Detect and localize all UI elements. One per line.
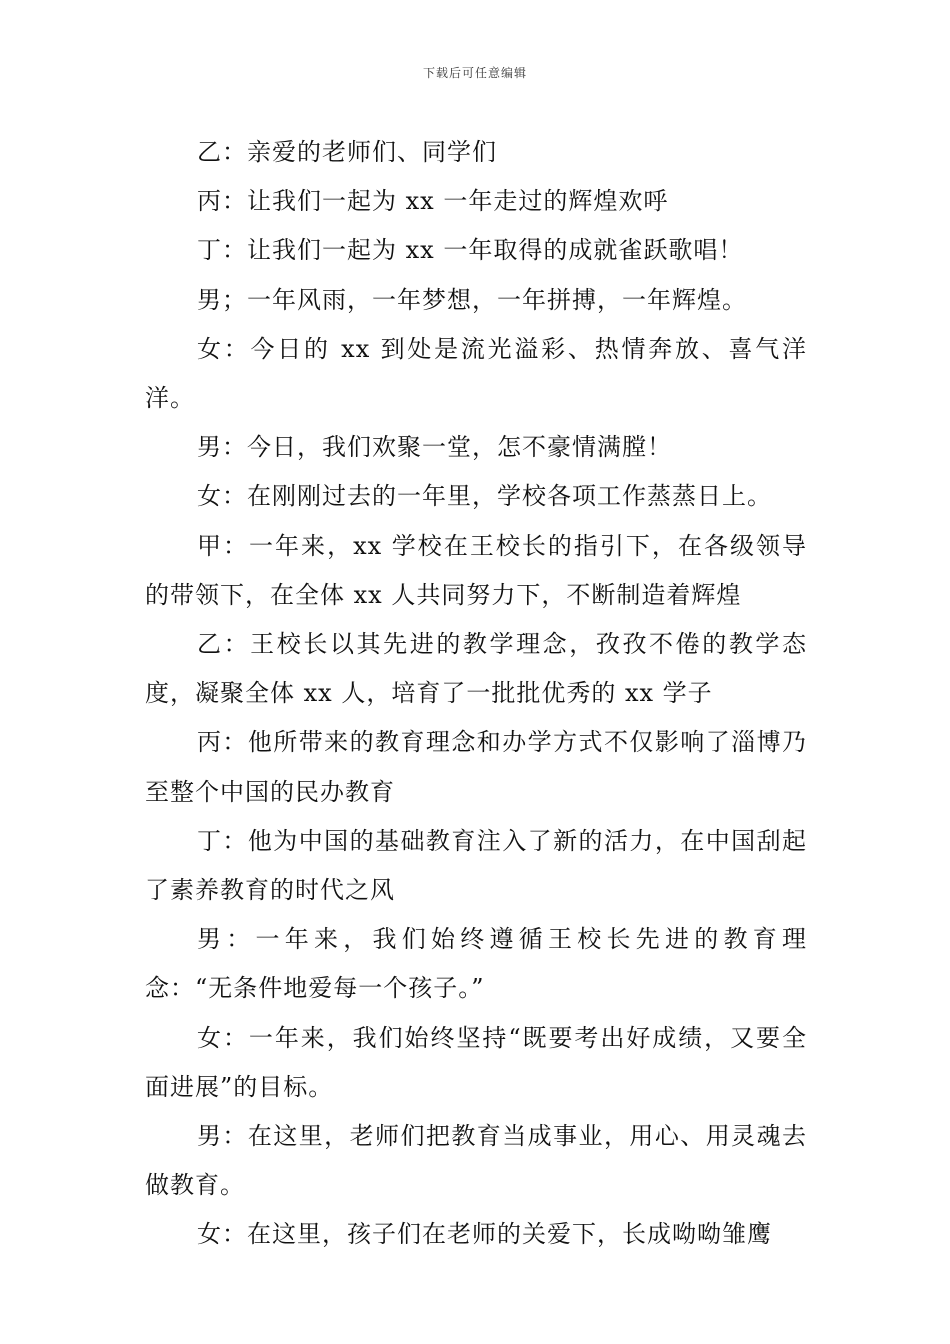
paragraph: 女：在刚刚过去的一年里，学校各项工作蒸蒸日上。 [197, 482, 772, 511]
paragraph: 乙：王校长以其先进的教学理念，孜孜不倦的教学态度，凝聚全体 xx 人，培育了一批批优秀的 xx 学子 [145, 630, 807, 708]
paragraph: 甲：一年来，xx 学校在王校长的指引下，在各级领导的带领下，在全体 xx 人共同努力下，不断制造着辉煌 [145, 531, 807, 609]
document-body [145, 128, 807, 1260]
paragraph: 丁：他为中国的基础教育注入了新的活力，在中国刮起了素养教育的时代之风 [145, 826, 807, 905]
paragraph: 男；一年风雨，一年梦想，一年拼搏，一年辉煌。 [197, 285, 747, 314]
paragraph: 丙：让我们一起为 xx 一年走过的辉煌欢呼 [197, 187, 669, 216]
page-header-note: 下载后可任意编辑 [422, 66, 527, 80]
paragraph: 乙：亲爱的老师们、同学们 [197, 138, 497, 166]
paragraph: 女：在这里，孩子们在老师的关爱下，长成呦呦雏鹰 [197, 1220, 772, 1249]
paragraph: 女：一年来，我们始终坚持“既要考出好成绩，又要全面进展”的目标。 [145, 1023, 807, 1101]
paragraph: 男：一年来，我们始终遵循王校长先进的教育理念：“无条件地爱每一个孩子。” [145, 925, 807, 1003]
paragraph: 丙：他所带来的教育理念和办学方式不仅影响了淄博乃至整个中国的民办教育 [145, 728, 807, 806]
paragraph: 男：今日，我们欢聚一堂，怎不豪情满膛！ [197, 433, 672, 462]
paragraph: 男：在这里，老师们把教育当成事业，用心、用灵魂去做教育。 [145, 1122, 807, 1200]
paragraph: 丁：让我们一起为 xx 一年取得的成就雀跃歌唱！ [197, 236, 744, 265]
paragraph: 女：今日的 xx 到处是流光溢彩、热情奔放、喜气洋洋。 [145, 334, 807, 413]
